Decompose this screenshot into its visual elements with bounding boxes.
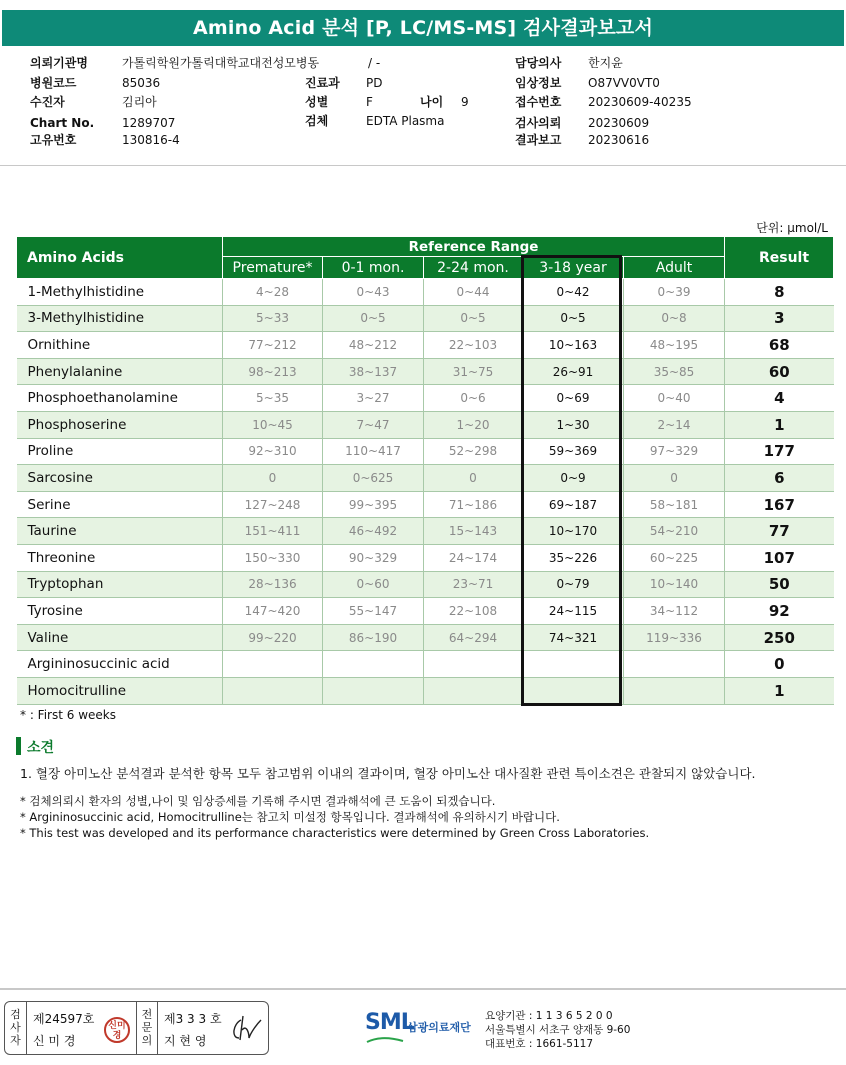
table-row — [17, 624, 834, 651]
amino-acid-name: Sarcosine — [17, 465, 223, 492]
age-value: 9 — [461, 95, 469, 109]
table-row — [17, 385, 834, 412]
ref-adult: 97~329 — [624, 438, 725, 465]
ref-2-24-mon: 31~75 — [424, 358, 523, 385]
col-header-2-24-mon: 2-24 mon. — [424, 257, 523, 279]
ref-0-1-mon: 0~60 — [323, 571, 424, 598]
ref-2-24-mon — [424, 677, 523, 704]
logo-text: SML — [365, 1010, 414, 1035]
result-value: 0 — [725, 651, 834, 678]
sex-label: 성별 — [305, 95, 329, 109]
ref-premature: 28~136 — [223, 571, 323, 598]
ref-adult — [624, 651, 725, 678]
patient-label: 수진자 — [30, 95, 65, 109]
inspector-label: 검사자 — [5, 1002, 27, 1054]
amino-acid-name: Phosphoethanolamine — [17, 385, 223, 412]
result-value: 60 — [725, 358, 834, 385]
ref-2-24-mon: 0~6 — [424, 385, 523, 412]
ref-2-24-mon: 71~186 — [424, 491, 523, 518]
ref-adult: 119~336 — [624, 624, 725, 651]
care-number: 요양기관 : 1 1 3 6 5 2 0 0 — [485, 1010, 613, 1022]
ref-adult: 35~85 — [624, 358, 725, 385]
amino-acid-name: 3-Methylhistidine — [17, 305, 223, 332]
table-row — [17, 411, 834, 438]
result-value: 68 — [725, 332, 834, 359]
ref-0-1-mon: 38~137 — [323, 358, 424, 385]
ref-2-24-mon: 24~174 — [424, 544, 523, 571]
table-row — [17, 438, 834, 465]
institution-extra: / - — [368, 56, 381, 70]
ref-premature: 150~330 — [223, 544, 323, 571]
doctor-value: 한지윤 — [588, 56, 623, 70]
table-row — [17, 491, 834, 518]
table-row — [17, 518, 834, 545]
table-row — [17, 651, 834, 678]
result-value: 167 — [725, 491, 834, 518]
sex-value: F — [366, 95, 373, 109]
ref-2-24-mon: 0~44 — [424, 279, 523, 306]
specialist-name: 지 현 영 — [164, 1034, 207, 1048]
amino-acid-name: Tryptophan — [17, 571, 223, 598]
amino-acid-name: Proline — [17, 438, 223, 465]
ref-3-18-year: 74~321 — [523, 624, 624, 651]
result-value: 4 — [725, 385, 834, 412]
note-line: * Argininosuccinic acid, Homocitrulline는 참고치 미설정 항목입니다. 결과해석에 유의하시기 바랍니다. — [20, 810, 560, 824]
ref-premature: 5~33 — [223, 305, 323, 332]
ref-3-18-year: 10~170 — [523, 518, 624, 545]
result-value: 77 — [725, 518, 834, 545]
ref-0-1-mon: 0~625 — [323, 465, 424, 492]
ref-0-1-mon: 99~395 — [323, 491, 424, 518]
clinical-label: 임상정보 — [515, 76, 562, 90]
receipt-value: 20230609-40235 — [588, 95, 692, 109]
ref-3-18-year: 26~91 — [523, 358, 624, 385]
ref-0-1-mon: 90~329 — [323, 544, 424, 571]
ref-3-18-year: 0~69 — [523, 385, 624, 412]
table-row — [17, 571, 834, 598]
table-row — [17, 305, 834, 332]
ref-3-18-year — [523, 677, 624, 704]
col-header-premature: Premature* — [223, 257, 323, 279]
specialist-number: 제3 3 3 호 — [164, 1012, 222, 1026]
chart-no-label: Chart No. — [30, 116, 95, 130]
ref-2-24-mon: 1~20 — [424, 411, 523, 438]
col-header-reference: Reference Range — [223, 237, 725, 257]
report-label: 결과보고 — [515, 133, 562, 147]
logo-swoosh — [365, 1036, 405, 1046]
result-value: 6 — [725, 465, 834, 492]
table-row — [17, 358, 834, 385]
age-label: 나이 — [420, 95, 444, 109]
ref-adult: 48~195 — [624, 332, 725, 359]
ref-0-1-mon: 0~43 — [323, 279, 424, 306]
col-header-0-1-mon: 0-1 mon. — [323, 257, 424, 279]
signature-box — [4, 1001, 269, 1055]
result-value: 1 — [725, 677, 834, 704]
ref-3-18-year: 1~30 — [523, 411, 624, 438]
institution-value: 가톨릭학원가톨릭대학교대전성모병동 — [122, 56, 320, 70]
report-value: 20230616 — [588, 133, 650, 147]
seal-text: 신미경 — [108, 1021, 126, 1041]
dept-label: 진료과 — [305, 76, 340, 90]
report-title: Amino Acid 분석 [P, LC/MS-MS] 검사결과보고서 — [2, 10, 844, 46]
table-row — [17, 279, 834, 306]
ref-2-24-mon: 52~298 — [424, 438, 523, 465]
ref-3-18-year: 59~369 — [523, 438, 624, 465]
ref-premature: 99~220 — [223, 624, 323, 651]
ref-premature: 77~212 — [223, 332, 323, 359]
ref-0-1-mon: 3~27 — [323, 385, 424, 412]
hospital-code-label: 병원코드 — [30, 76, 77, 90]
specimen-value: EDTA Plasma — [366, 114, 445, 128]
footer-divider — [0, 988, 846, 990]
ref-adult: 2~14 — [624, 411, 725, 438]
amino-acid-name: Homocitrulline — [17, 677, 223, 704]
amino-acid-name: Tyrosine — [17, 598, 223, 625]
col-header-3-18-year: 3-18 year — [523, 257, 624, 279]
ref-2-24-mon: 22~103 — [424, 332, 523, 359]
amino-acid-table — [16, 236, 834, 705]
ref-premature: 0 — [223, 465, 323, 492]
table-row — [17, 465, 834, 492]
findings-title-text: 소견 — [27, 740, 55, 756]
inspector-name: 신 미 경 — [33, 1034, 76, 1048]
ref-2-24-mon: 0~5 — [424, 305, 523, 332]
ref-adult: 10~140 — [624, 571, 725, 598]
hospital-code-value: 85036 — [122, 76, 161, 90]
ref-adult: 58~181 — [624, 491, 725, 518]
result-value: 50 — [725, 571, 834, 598]
ref-0-1-mon: 7~47 — [323, 411, 424, 438]
table-row — [17, 544, 834, 571]
amino-acid-name: Ornithine — [17, 332, 223, 359]
handwritten-signature — [227, 1010, 263, 1046]
ref-2-24-mon: 64~294 — [424, 624, 523, 651]
ref-2-24-mon: 22~108 — [424, 598, 523, 625]
ref-premature: 127~248 — [223, 491, 323, 518]
ref-0-1-mon: 46~492 — [323, 518, 424, 545]
ref-adult: 54~210 — [624, 518, 725, 545]
logo-subtext: 삼광의료재단 — [407, 1021, 471, 1034]
inspector-number: 제24597호 — [33, 1012, 95, 1026]
ref-premature: 4~28 — [223, 279, 323, 306]
receipt-label: 접수번호 — [515, 95, 562, 109]
findings-title — [16, 737, 54, 757]
ref-adult: 0 — [624, 465, 725, 492]
findings-notes — [20, 793, 649, 841]
note-line: * This test was developed and its performance characteristics were determined by Green Cross Laboratories. — [20, 826, 650, 840]
ref-3-18-year: 35~226 — [523, 544, 624, 571]
seal-stamp — [104, 1017, 130, 1043]
result-value: 107 — [725, 544, 834, 571]
request-label: 검사의뢰 — [515, 116, 562, 130]
result-value: 8 — [725, 279, 834, 306]
ref-3-18-year: 24~115 — [523, 598, 624, 625]
ref-0-1-mon: 86~190 — [323, 624, 424, 651]
clinical-value: O87VV0VT0 — [588, 76, 660, 90]
ref-0-1-mon: 48~212 — [323, 332, 424, 359]
table-row — [17, 677, 834, 704]
col-header-amino: Amino Acids — [17, 237, 223, 279]
amino-acid-name: Valine — [17, 624, 223, 651]
ref-2-24-mon: 23~71 — [424, 571, 523, 598]
specialist-label: 전문의 — [136, 1002, 158, 1054]
ref-2-24-mon — [424, 651, 523, 678]
chart-no-value: 1289707 — [122, 116, 176, 130]
ref-adult: 60~225 — [624, 544, 725, 571]
ref-2-24-mon: 15~143 — [424, 518, 523, 545]
ref-premature: 5~35 — [223, 385, 323, 412]
ref-premature: 147~420 — [223, 598, 323, 625]
patient-value: 김리아 — [122, 95, 157, 109]
amino-acid-name: Argininosuccinic acid — [17, 651, 223, 678]
institution-phone: 대표번호 : 1661-5117 — [485, 1038, 594, 1050]
result-value: 177 — [725, 438, 834, 465]
doctor-label: 담당의사 — [515, 56, 562, 70]
dept-value: PD — [366, 76, 383, 90]
ref-premature: 98~213 — [223, 358, 323, 385]
result-value: 92 — [725, 598, 834, 625]
ref-premature: 10~45 — [223, 411, 323, 438]
amino-acid-name: Taurine — [17, 518, 223, 545]
result-value: 1 — [725, 411, 834, 438]
result-value: 3 — [725, 305, 834, 332]
ref-3-18-year: 0~79 — [523, 571, 624, 598]
ref-2-24-mon: 0 — [424, 465, 523, 492]
ref-3-18-year: 0~9 — [523, 465, 624, 492]
table-row — [17, 332, 834, 359]
ref-adult — [624, 677, 725, 704]
findings-text: 1. 혈장 아미노산 분석결과 분석한 항목 모두 참고범위 이내의 결과이며, 혈장 아미노산 대사질환 관련 특이소견은 관찰되지 않았습니다. — [20, 766, 756, 781]
ref-adult: 0~8 — [624, 305, 725, 332]
institution-address: 서울특별시 서초구 양재동 9-60 — [485, 1024, 631, 1036]
ref-0-1-mon — [323, 677, 424, 704]
sml-logo — [365, 1006, 483, 1050]
ref-adult: 34~112 — [624, 598, 725, 625]
amino-acid-name: Serine — [17, 491, 223, 518]
col-header-adult: Adult — [624, 257, 725, 279]
ref-3-18-year: 69~187 — [523, 491, 624, 518]
col-header-result: Result — [725, 237, 834, 279]
ref-premature: 151~411 — [223, 518, 323, 545]
institution-info — [485, 1009, 630, 1051]
institution-label: 의뢰기관명 — [30, 56, 88, 70]
amino-acid-name: Phosphoserine — [17, 411, 223, 438]
ref-0-1-mon: 55~147 — [323, 598, 424, 625]
ref-0-1-mon — [323, 651, 424, 678]
ref-3-18-year: 0~42 — [523, 279, 624, 306]
note-line: * 검체의뢰시 환자의 성별,나이 및 임상증세를 기록해 주시면 결과해석에 큰 도움이 되겠습니다. — [20, 794, 496, 808]
ref-3-18-year: 0~5 — [523, 305, 624, 332]
amino-acid-name: Phenylalanine — [17, 358, 223, 385]
result-value: 250 — [725, 624, 834, 651]
ref-0-1-mon: 0~5 — [323, 305, 424, 332]
table-row — [17, 598, 834, 625]
specimen-label: 검체 — [305, 114, 329, 128]
unique-no-label: 고유번호 — [30, 133, 77, 147]
ref-premature — [223, 677, 323, 704]
ref-premature — [223, 651, 323, 678]
ref-adult: 0~39 — [624, 279, 725, 306]
ref-premature: 92~310 — [223, 438, 323, 465]
header-divider — [0, 165, 846, 166]
ref-adult: 0~40 — [624, 385, 725, 412]
unique-no-value: 130816-4 — [122, 133, 180, 147]
premature-footnote: * : First 6 weeks — [20, 708, 116, 722]
ref-3-18-year: 10~163 — [523, 332, 624, 359]
ref-0-1-mon: 110~417 — [323, 438, 424, 465]
amino-acid-name: 1-Methylhistidine — [17, 279, 223, 306]
unit-note: 단위: μmol/L — [756, 221, 828, 235]
request-value: 20230609 — [588, 116, 650, 130]
ref-3-18-year — [523, 651, 624, 678]
amino-acid-name: Threonine — [17, 544, 223, 571]
